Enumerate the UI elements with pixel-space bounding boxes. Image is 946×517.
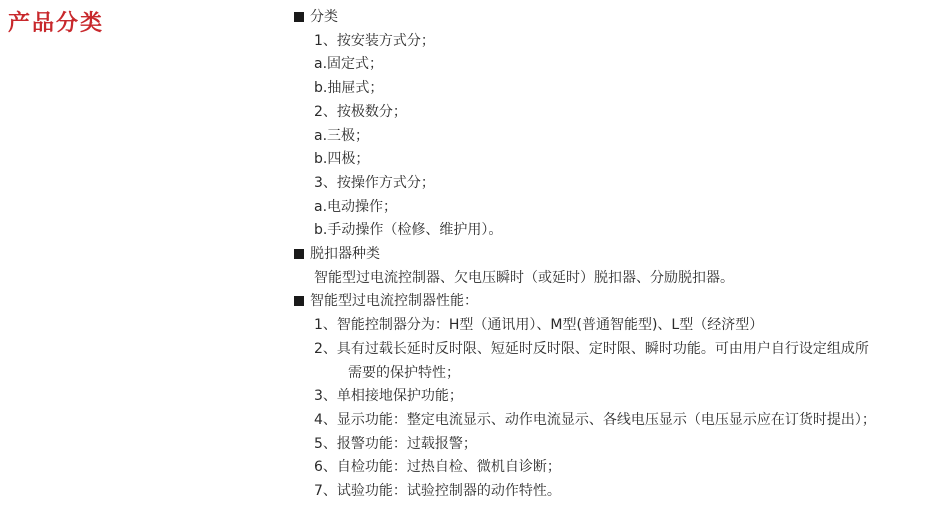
section-heading-text: 脱扣器种类: [310, 246, 380, 263]
list-item: 6、自检功能：过热自检、微机自诊断；: [314, 459, 561, 476]
content-body: [294, 6, 939, 504]
square-bullet-icon: [294, 249, 304, 259]
list-item-continuation: 需要的保护特性；: [348, 364, 460, 381]
list-item: 智能型过电流控制器、欠电压瞬时（或延时）脱扣器、分励脱扣器。: [314, 269, 734, 286]
list-item: b.手动操作（检修、维护用）。: [314, 222, 503, 239]
section-heading-text: 智能型过电流控制器性能：: [310, 293, 478, 310]
list-item: 5、报警功能：过载报警；: [314, 435, 477, 452]
list-item: a.固定式；: [314, 56, 384, 73]
list-item: b.四极；: [314, 151, 370, 168]
list-item: 3、单相接地保护功能；: [314, 388, 463, 405]
section-heading-classification: [294, 6, 939, 30]
list-item: 1、智能控制器分为：H型（通讯用）、M型(普通智能型)、L型（经济型）: [314, 317, 764, 334]
page-title: 产品分类: [8, 11, 105, 36]
list-item: a.电动操作；: [314, 198, 398, 215]
section-heading-text: 分类: [310, 9, 338, 25]
section-heading-controller-performance: [294, 290, 939, 314]
list-item: 3、按操作方式分；: [314, 174, 435, 191]
list-item: b.抽屉式；: [314, 80, 384, 97]
list-item: 2、具有过载长延时反时限、短延时反时限、定时限、瞬时功能。可由用户自行设定组成所: [314, 340, 869, 357]
list-item: 7、试验功能：试验控制器的动作特性。: [314, 483, 561, 500]
list-item: 1、按安装方式分；: [314, 32, 435, 49]
section-heading-release-types: [294, 243, 939, 267]
list-item: 4、显示功能：整定电流显示、动作电流显示、各线电压显示（电压显示应在订货时提出）；: [314, 411, 876, 428]
list-item: a.三极；: [314, 127, 370, 144]
square-bullet-icon: [294, 296, 304, 306]
square-bullet-icon: [294, 12, 304, 22]
list-item: 2、按极数分；: [314, 103, 407, 120]
